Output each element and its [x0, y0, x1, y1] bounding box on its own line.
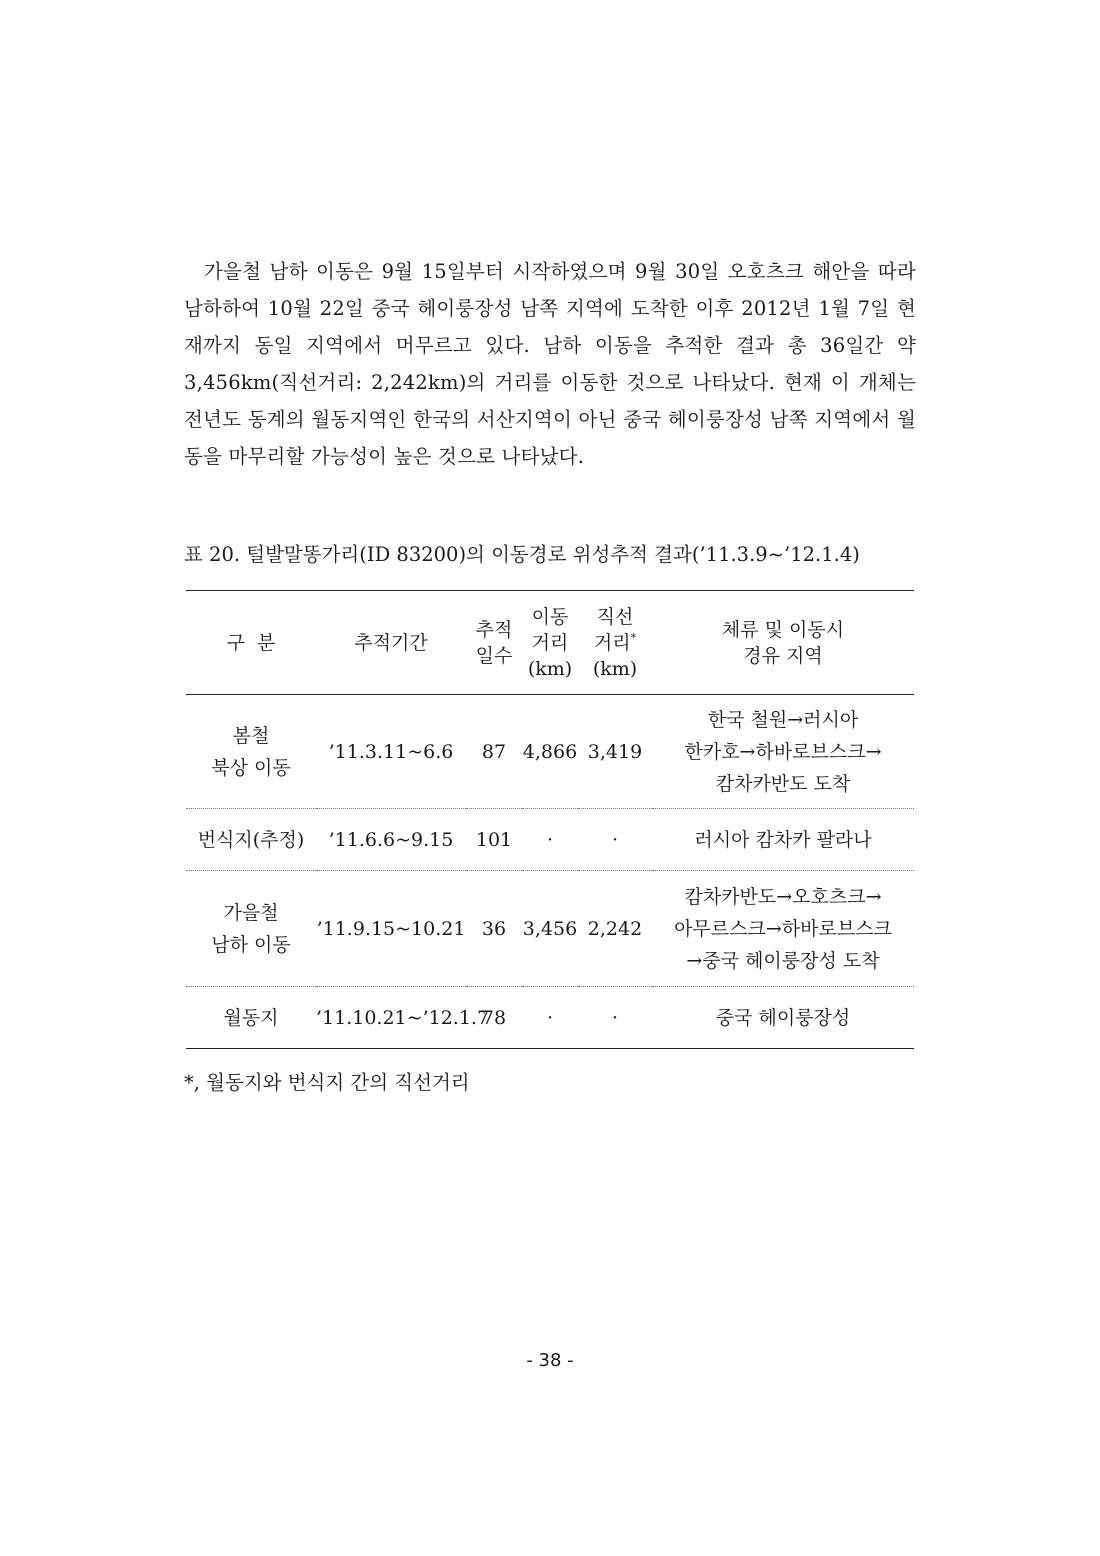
header-straight	[578, 591, 652, 695]
header-days-line-2: 일수	[475, 644, 513, 667]
header-days	[466, 591, 522, 695]
header-period: 추적기간	[354, 631, 428, 654]
body-paragraph: 가을철 남하 이동은 9월 15일부터 시작하였으며 9월 30일 오호츠크 해안을 따라 남하하여 10월 22일 중국 헤이룽장성 남쪽 지역에 도착한 이후 2012년 1월 7일 현재까지 동일 지역에서 머무르고 있다. 남하 이동을 추적한 결과 총 36일간 약 3,456km(직선거리: 2,242km)의 거리를 이동한 것으로 나타났다. 현재 이 개체는 전년도 동계의 월동지역인 한국의 서산지역이 아닌 중국 헤이룽장성 남쪽 지역에서 월동을 마무리할 가능성이 높은 것으로 나타났다.	[184, 260, 916, 468]
header-days-line-1: 추적	[475, 618, 513, 641]
cell-days: 101	[475, 828, 513, 851]
table-row	[186, 871, 914, 987]
cell-period: ’11.6.6~9.15	[328, 828, 454, 851]
cell-distance: 4,866	[522, 740, 578, 763]
table-footnote: *, 월동지와 번식지 간의 직선거리	[184, 1071, 470, 1094]
cell-period: ’11.3.11~6.6	[328, 740, 454, 763]
cell-category	[186, 871, 316, 987]
cell-distance: ·	[546, 1006, 554, 1029]
route-line: →중국 헤이룽장성 도착	[686, 949, 880, 972]
table-row	[186, 695, 914, 809]
route-line: 아무르스크→하바로브스크	[674, 917, 892, 940]
table-header-row	[186, 591, 914, 695]
header-distance-line-1: 이동	[531, 605, 569, 628]
cell-straight: ·	[611, 1006, 619, 1029]
table-caption: 표 20. 털발말똥가리(ID 83200)의 이동경로 위성추적 결과(’11.3.9~’12.1.4)	[184, 543, 860, 566]
cell-route	[652, 871, 914, 987]
cell-category: 월동지	[223, 1006, 279, 1029]
header-route-line-1: 체류 및 이동시	[721, 618, 845, 641]
cell-period: ’11.10.21~’12.1.7	[316, 1006, 490, 1029]
header-distance-line-2: 거리	[531, 631, 569, 654]
cell-route: 러시아 캄차카 팔라나	[694, 828, 872, 851]
cell-days: 36	[481, 917, 507, 940]
header-route-line-2: 경유 지역	[743, 644, 823, 667]
header-straight-line-2	[578, 630, 652, 656]
cell-days: 87	[481, 740, 507, 763]
table-row	[186, 809, 914, 871]
cell-straight: 3,419	[587, 740, 643, 763]
header-distance-unit: (km)	[527, 657, 573, 680]
cell-straight: ·	[611, 828, 619, 851]
cell-category: 번식지(추정)	[197, 828, 305, 851]
cell-category	[186, 695, 316, 809]
cell-distance: ·	[546, 828, 554, 851]
category-line: 가을철	[223, 901, 279, 924]
category-line: 남하 이동	[211, 933, 291, 956]
route-line: 한카호→하바로브스크→	[684, 740, 882, 763]
header-distance	[522, 591, 578, 695]
cell-straight: 2,242	[587, 917, 643, 940]
cell-period: ’11.9.15~10.21	[316, 917, 466, 940]
category-line: 봄철	[232, 724, 270, 747]
footnote-marker: *	[630, 631, 637, 645]
route-line: 캄차카반도→오호츠크→	[684, 885, 882, 908]
cell-route	[652, 695, 914, 809]
category-line: 북상 이동	[211, 756, 291, 779]
cell-distance: 3,456	[522, 917, 578, 940]
cell-days: 78	[481, 1006, 507, 1029]
header-category: 구 분	[226, 631, 276, 654]
header-straight-text: 거리	[593, 631, 631, 654]
route-line: 한국 철원→러시아	[707, 708, 859, 731]
cell-route: 중국 헤이룽장성	[715, 1006, 851, 1029]
header-straight-unit: (km)	[592, 657, 638, 680]
table-row	[186, 987, 914, 1049]
tracking-results-table	[186, 590, 914, 1049]
header-straight-line-1: 직선	[596, 605, 634, 628]
header-route	[652, 591, 914, 695]
route-line: 캄차카반도 도착	[715, 772, 851, 795]
page-number: - 38 -	[526, 1350, 574, 1371]
